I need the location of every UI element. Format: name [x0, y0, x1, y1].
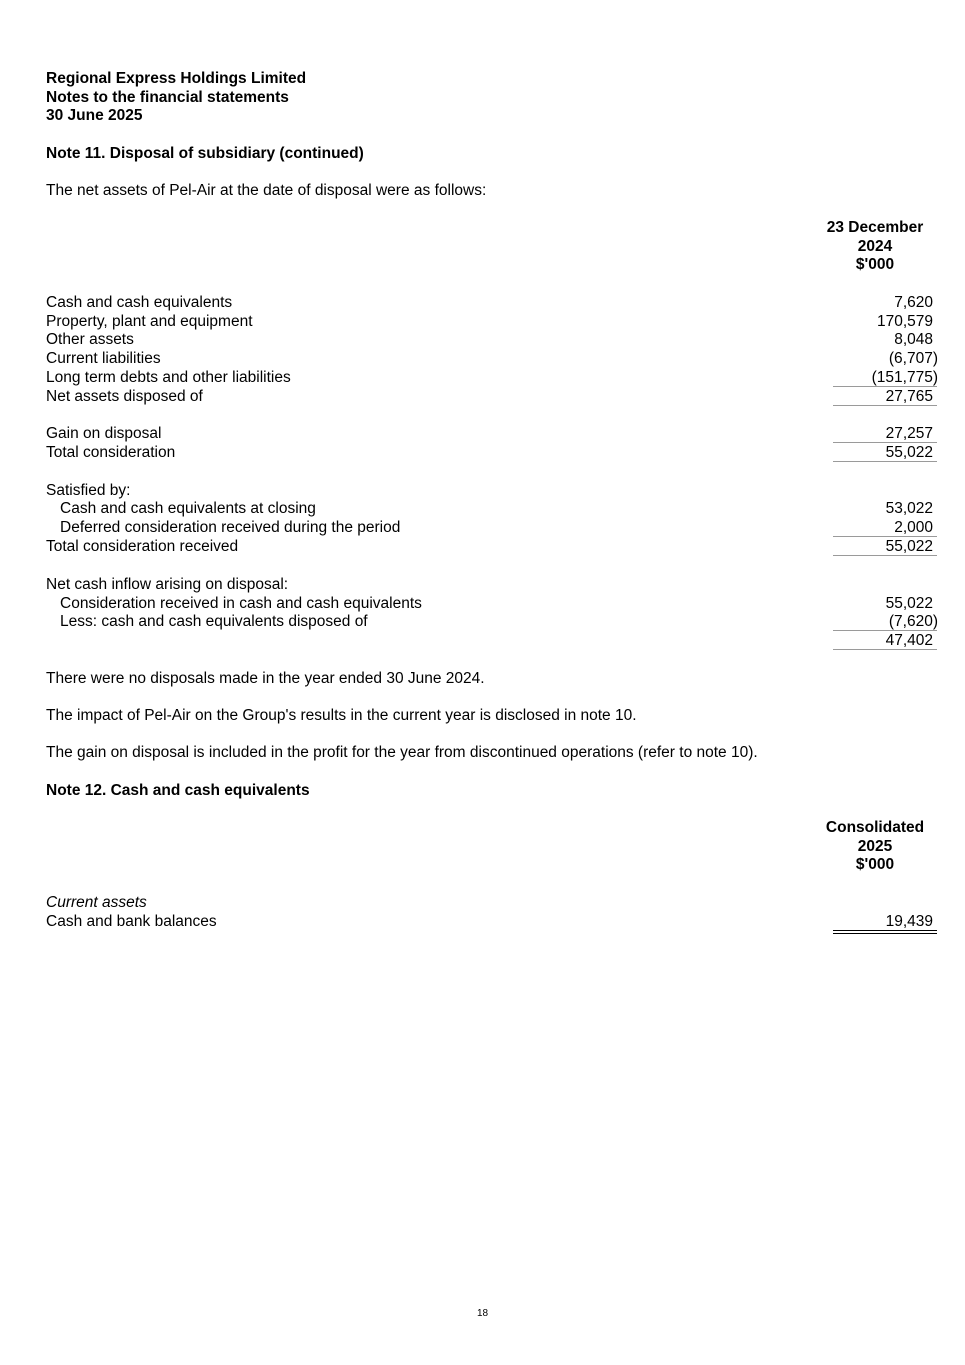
row-label: Property, plant and equipment — [46, 313, 253, 330]
page-number: 18 — [476, 1308, 489, 1319]
subtotal-rule — [833, 386, 937, 387]
row-label: Total consideration received — [46, 538, 239, 555]
note-12-column-header — [810, 819, 940, 875]
section-label: Current assets — [46, 894, 147, 911]
company-name: Regional Express Holdings Limited — [46, 70, 307, 87]
note-11-intro: The net assets of Pel-Air at the date of disposal were as follows: — [46, 182, 487, 199]
total-rule — [833, 405, 937, 406]
row-value: (6,707) — [888, 350, 938, 367]
column-header-line: Consolidated — [825, 819, 925, 836]
row-value: 55,022 — [885, 595, 933, 612]
note-11-title: Note 11. Disposal of subsidiary (continued) — [46, 145, 364, 162]
section-label: Satisfied by: — [46, 482, 131, 499]
row-value: 55,022 — [885, 538, 933, 555]
column-header-line: $'000 — [855, 856, 895, 873]
column-header-line: $'000 — [855, 256, 895, 273]
total-rule — [833, 649, 937, 650]
subtotal-rule — [833, 630, 937, 631]
subtotal-rule — [833, 536, 937, 537]
row-value: (151,775) — [871, 369, 938, 386]
row-value: 47,402 — [885, 632, 933, 649]
row-value: 55,022 — [885, 444, 933, 461]
column-header-line: 2024 — [857, 237, 893, 255]
row-label: Net assets disposed of — [46, 388, 203, 405]
row-value: 27,765 — [885, 388, 933, 405]
paragraph: There were no disposals made in the year ended 30 June 2024. — [46, 670, 485, 687]
row-label: Less: cash and cash equivalents disposed of — [60, 613, 368, 630]
row-label: Deferred consideration received during the period — [60, 519, 401, 536]
row-label: Cash and cash equivalents at closing — [60, 500, 316, 517]
row-label: Gain on disposal — [46, 425, 162, 442]
total-rule — [833, 461, 937, 462]
row-label: Total consideration — [46, 444, 176, 461]
total-rule — [833, 555, 937, 556]
double-underline-rule — [833, 930, 937, 934]
document-subtitle: Notes to the financial statements — [46, 89, 289, 106]
section-label: Net cash inflow arising on disposal: — [46, 576, 289, 593]
row-value: 170,579 — [876, 313, 933, 330]
column-header-line: 2025 — [857, 837, 893, 855]
row-label: Cash and bank balances — [46, 913, 217, 930]
row-label: Cash and cash equivalents — [46, 294, 233, 311]
row-value: 53,022 — [885, 500, 933, 517]
note-11-column-header — [810, 219, 940, 275]
row-value: 19,439 — [885, 913, 933, 930]
row-label: Current liabilities — [46, 350, 161, 367]
row-value: 7,620 — [894, 294, 933, 311]
row-value: 8,048 — [894, 331, 933, 348]
row-label: Long term debts and other liabilities — [46, 369, 291, 386]
note-12-title: Note 12. Cash and cash equivalents — [46, 782, 310, 799]
subtotal-rule — [833, 442, 937, 443]
row-label: Other assets — [46, 331, 134, 348]
paragraph: The impact of Pel-Air on the Group's results in the current year is disclosed in note 10. — [46, 707, 637, 724]
paragraph: The gain on disposal is included in the profit for the year from discontinued operations (refer to note 10). — [46, 744, 758, 761]
column-header-line: 23 December — [826, 219, 924, 236]
row-label: Consideration received in cash and cash equivalents — [60, 595, 422, 612]
document-date: 30 June 2025 — [46, 107, 143, 124]
row-value: 2,000 — [894, 519, 933, 536]
row-value: 27,257 — [885, 425, 933, 442]
row-value: (7,620) — [888, 613, 938, 630]
